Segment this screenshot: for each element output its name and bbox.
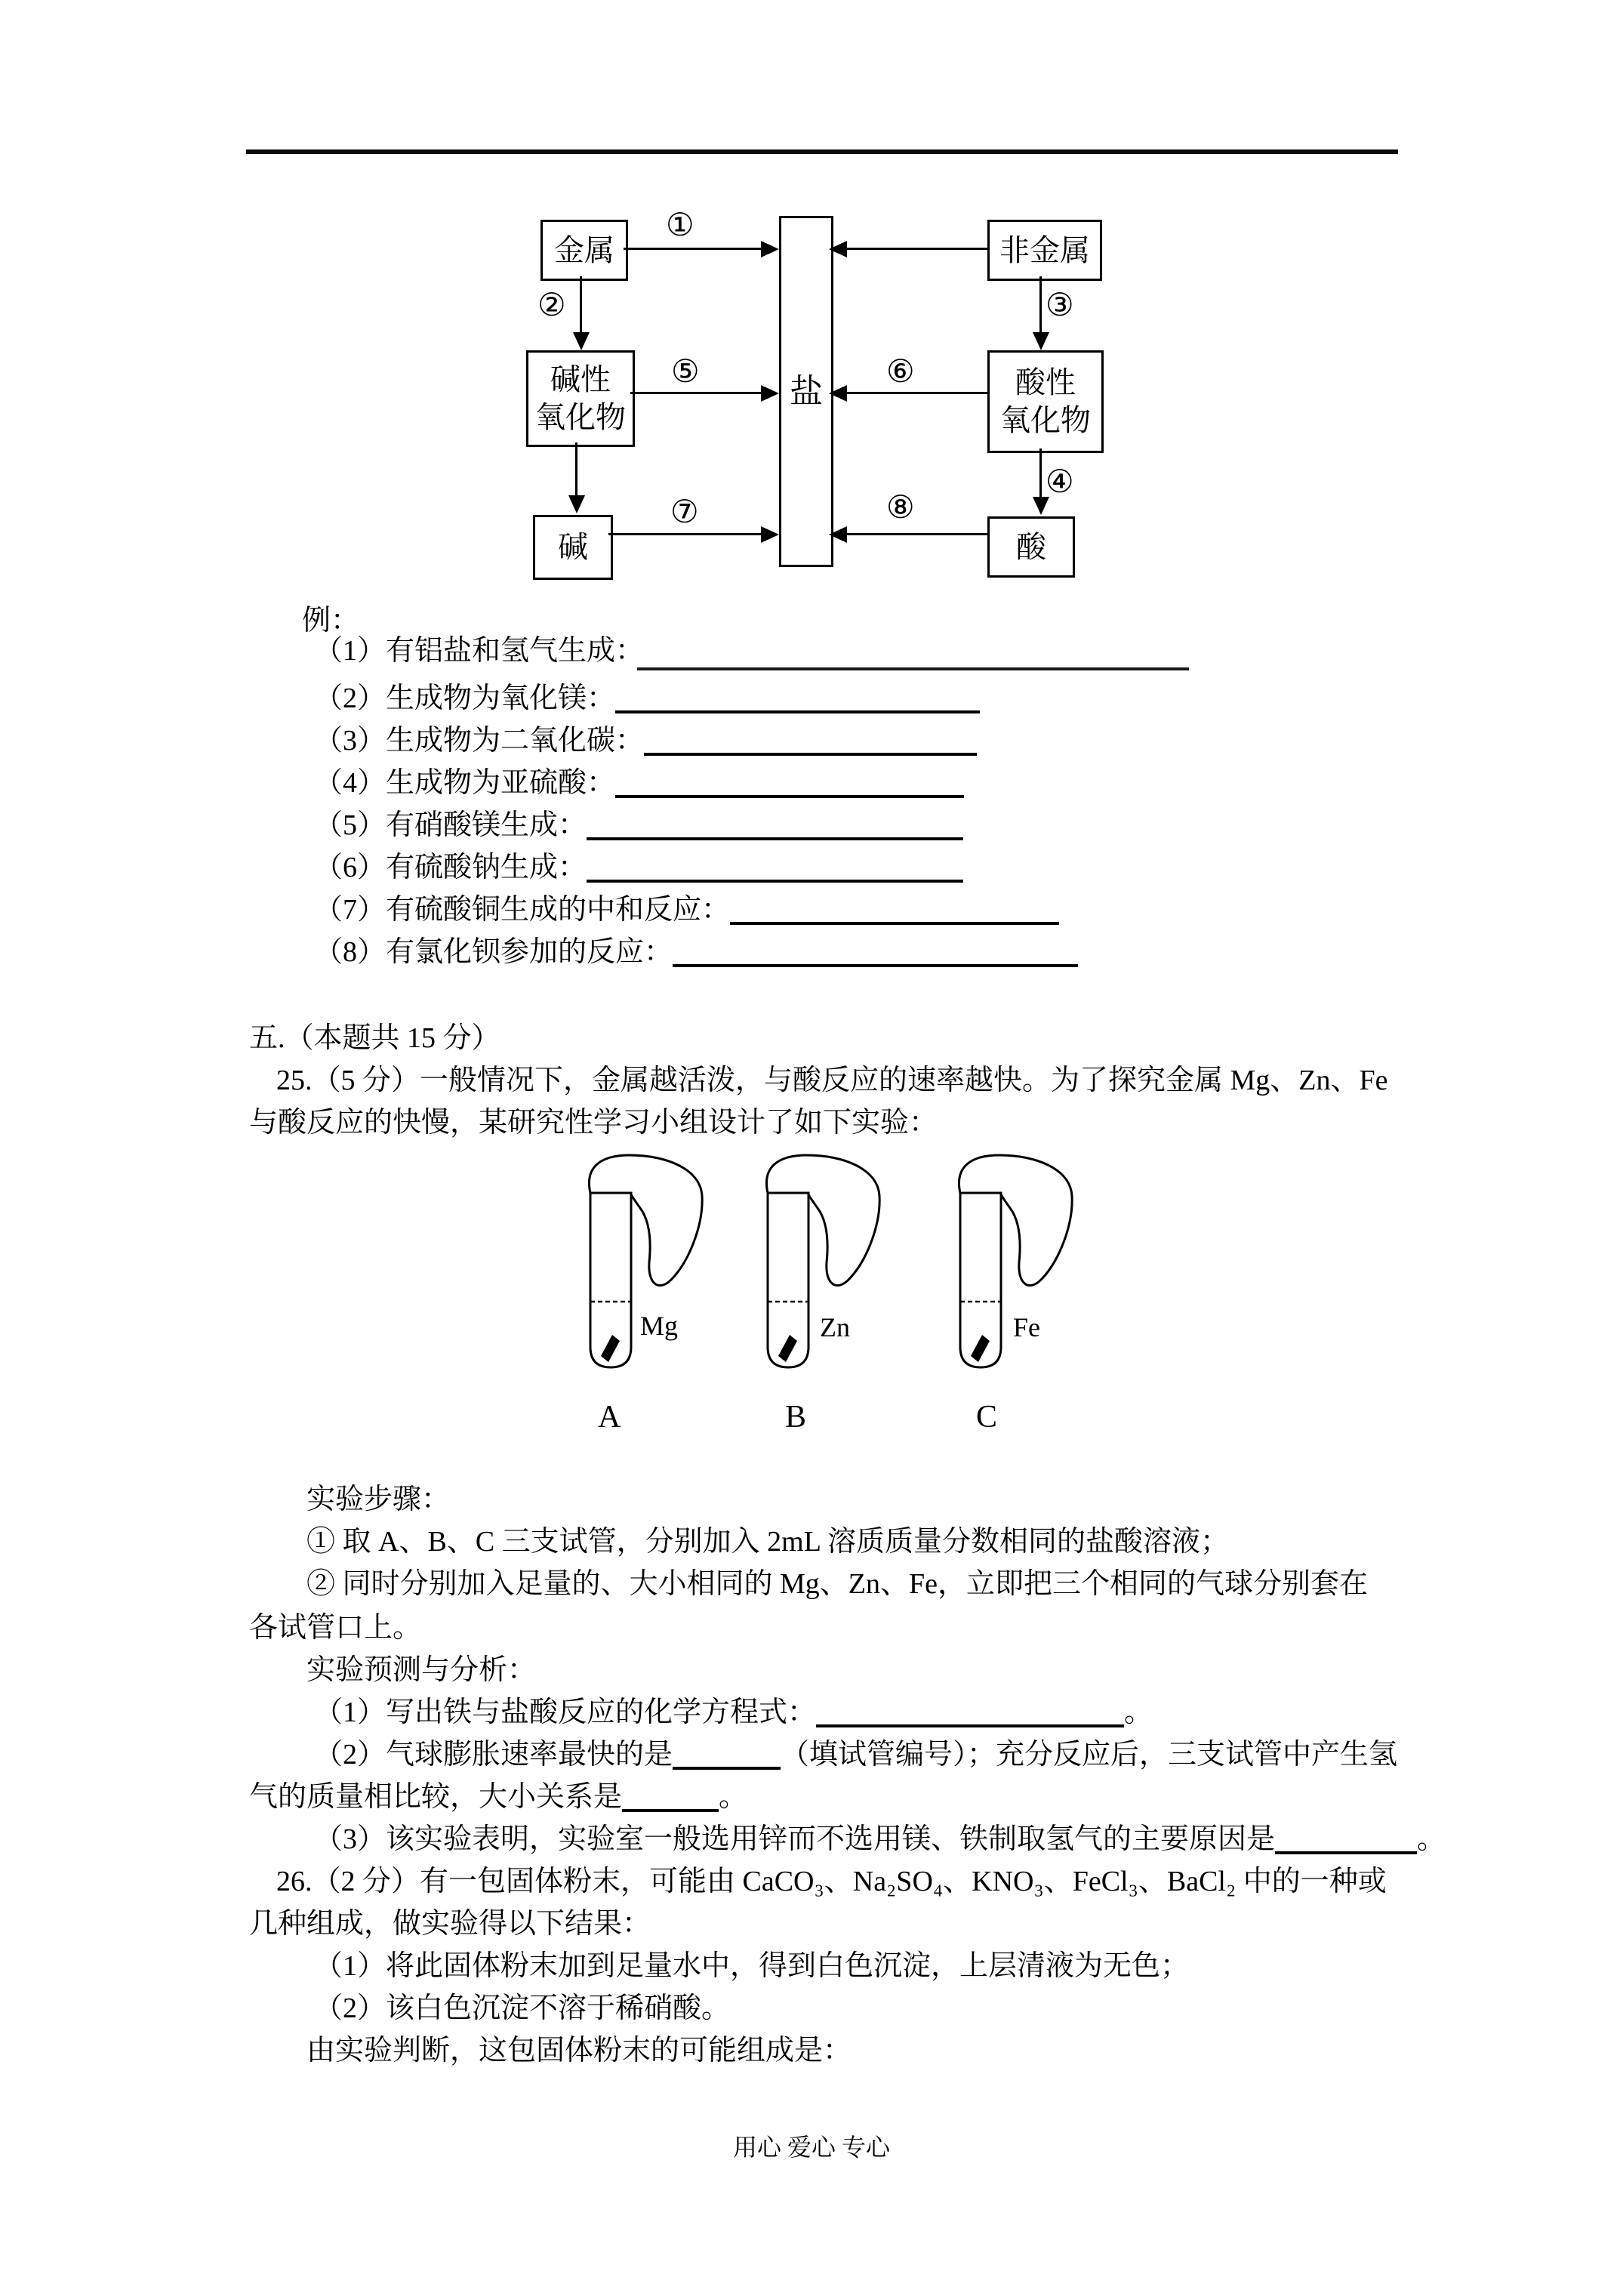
example-item-4-blank xyxy=(615,789,964,798)
tube-C-metal-piece xyxy=(971,1335,990,1362)
arrow-acidicoxide-to-acid xyxy=(1039,448,1042,498)
arrow-metal-to-salt xyxy=(624,248,762,250)
q25-question-3-text: （3）该实验表明，实验室一般选用锌而不选用镁、铁制取氢气的主要原因是 xyxy=(314,1823,1276,1855)
arrowhead-metal-to-basicoxide xyxy=(573,332,590,350)
example-item-6-blank xyxy=(587,874,963,883)
arrowhead-metal-to-salt xyxy=(761,241,779,257)
base-label: 碱 xyxy=(558,530,588,564)
arrow-label-1: ① xyxy=(666,206,694,243)
arrow-label-6: ⑥ xyxy=(886,353,915,390)
diagram-box-acidic-oxide xyxy=(987,350,1104,453)
q25-question-2-blank xyxy=(673,1761,781,1770)
q25-question-3-blank xyxy=(1275,1845,1417,1854)
tube-B-metal-label: Zn xyxy=(820,1312,850,1342)
arrow-base-to-salt xyxy=(608,533,762,535)
q25-step2-line2: 各试管口上。 xyxy=(249,1612,422,1644)
section5-heading: 五.（本题共 15 分） xyxy=(249,1022,500,1054)
diagram-box-basic-oxide xyxy=(526,350,635,447)
q25-analysis-title: 实验预测与分析： xyxy=(306,1654,537,1686)
arrowhead-base-to-salt xyxy=(761,526,779,543)
q26-intro-line1: 26.（2 分）有一包固体粉末，可能由 CaCO₃、Na₂SO₄、KNO₃、FeCl₃、BaCl₂ 中的一种或 xyxy=(276,1866,1387,1897)
acidic-oxide-label-line2: 氧化物 xyxy=(1000,403,1091,437)
test-tube-C-drawing xyxy=(951,1154,1091,1376)
q25-step2-line1: ② 同时分别加入足量的、大小相同的 Mg、Zn、Fe，立即把三个相同的气球分别套在 xyxy=(306,1568,1369,1600)
page-footer-motto: 用心 爱心 专心 xyxy=(732,2134,890,2161)
q25-question-2-line2-text: 气的质量相比较，大小关系是 xyxy=(249,1781,623,1813)
arrow-label-5: ⑤ xyxy=(671,353,700,390)
q25-intro-line1: 25.（5 分）一般情况下，金属越活泼，与酸反应的速率越快。为了探究金属 Mg、Zn、Fe xyxy=(276,1065,1388,1096)
arrow-acidicoxide-to-salt xyxy=(847,392,987,394)
example-item-3-blank xyxy=(644,747,977,756)
salt-label: 盐 xyxy=(790,372,823,410)
basic-oxide-label-line2: 氧化物 xyxy=(535,400,626,434)
tube-A-id-label: A xyxy=(598,1400,621,1435)
arrowhead-acid-to-salt xyxy=(829,526,847,543)
tube-C-id-label: C xyxy=(976,1400,998,1435)
example-item-2-blank xyxy=(615,704,980,713)
q26-observation-2: （2）该白色沉淀不溶于稀硝酸。 xyxy=(314,1992,731,2024)
q26-conclusion: 由实验判断，这包固体粉末的可能组成是： xyxy=(306,2035,852,2066)
example-item-2 xyxy=(314,680,980,717)
example-item-5-blank xyxy=(587,831,963,840)
example-item-5 xyxy=(314,807,963,843)
q25-question-2-line1 xyxy=(314,1737,1397,1773)
q25-steps-title: 实验步骤： xyxy=(306,1484,451,1515)
q26-observation-1: （1）将此固体粉末加到足量水中，得到白色沉淀，上层清液为无色； xyxy=(314,1950,1190,1982)
balloon-B xyxy=(766,1155,879,1286)
example-item-3 xyxy=(314,723,977,759)
tube-B-id-label: B xyxy=(785,1400,807,1435)
example-item-5-text: （5）有硝酸镁生成： xyxy=(314,809,587,841)
diagram-box-metal xyxy=(540,220,628,281)
nonmetal-label: 非金属 xyxy=(999,233,1090,267)
example-item-1-blank xyxy=(637,667,1189,670)
tube-C-metal-label: Fe xyxy=(1013,1312,1040,1342)
q25-question-2-line2-blank xyxy=(622,1803,719,1812)
tube-A-metal-label: Mg xyxy=(640,1311,679,1341)
example-item-8 xyxy=(314,934,1078,970)
example-item-7 xyxy=(314,892,1059,928)
arrow-metal-to-basicoxide xyxy=(580,276,582,334)
example-item-4 xyxy=(314,765,964,801)
example-item-7-text: （7）有硫酸铜生成的中和反应： xyxy=(314,894,731,926)
balloon-A xyxy=(589,1155,702,1286)
q25-question-2-line2-after: 。 xyxy=(719,1781,748,1813)
balloon-C xyxy=(959,1155,1072,1286)
example-item-8-blank xyxy=(673,958,1078,967)
arrow-label-7: ⑦ xyxy=(670,493,699,530)
header-rule xyxy=(246,149,1398,154)
q25-question-1-blank xyxy=(816,1718,1124,1727)
q25-step1: ① 取 A、B、C 三支试管，分别加入 2mL 溶质质量分数相同的盐酸溶液； xyxy=(306,1526,1229,1558)
arrow-label-2: ② xyxy=(537,286,566,323)
q25-question-1-text: （1）写出铁与盐酸反应的化学方程式： xyxy=(314,1697,817,1728)
q25-question-3 xyxy=(314,1821,1446,1857)
q25-intro-line2: 与酸反应的快慢，某研究性学习小组设计了如下实验： xyxy=(249,1107,938,1139)
arrow-nonmetal-to-salt xyxy=(847,248,987,250)
tube-B-metal-piece xyxy=(778,1335,797,1362)
acidic-oxide-label-line1: 酸性 xyxy=(1015,365,1076,399)
example-item-1-text: （1）有铝盐和氢气生成： xyxy=(314,635,645,667)
q25-question-2-text: （2）气球膨胀速率最快的是 xyxy=(314,1739,673,1771)
example-item-7-blank xyxy=(730,916,1059,925)
example-item-6-text: （6）有硫酸钠生成： xyxy=(314,852,587,883)
diagram-box-nonmetal xyxy=(987,220,1102,281)
test-tube-A-drawing xyxy=(581,1154,721,1376)
acid-label: 酸 xyxy=(1016,529,1046,564)
arrowhead-basicoxide-to-base xyxy=(568,495,585,513)
example-item-6 xyxy=(314,849,963,886)
arrowhead-basicoxide-to-salt xyxy=(761,385,779,402)
arrow-label-4: ④ xyxy=(1046,463,1074,500)
q26-intro-line2: 几种组成，做实验得以下结果： xyxy=(249,1908,651,1940)
arrow-label-8: ⑧ xyxy=(886,488,915,525)
arrow-label-3: ③ xyxy=(1046,286,1074,323)
arrowhead-nonmetal-to-acidicoxide xyxy=(1033,332,1049,350)
example-item-4-text: （4）生成物为亚硫酸： xyxy=(314,767,616,799)
example-item-8-text: （8）有氯化钡参加的反应： xyxy=(314,936,673,968)
arrowhead-acidicoxide-to-salt xyxy=(829,385,847,402)
diagram-box-salt xyxy=(779,216,833,567)
metal-label: 金属 xyxy=(554,233,614,267)
examples-title: 例： xyxy=(302,605,360,636)
arrow-basicoxide-to-salt xyxy=(630,392,762,394)
arrow-nonmetal-to-acidicoxide xyxy=(1039,276,1042,334)
basic-oxide-label-line1: 碱性 xyxy=(550,362,611,396)
arrow-basicoxide-to-base xyxy=(575,442,577,497)
diagram-box-base xyxy=(533,515,613,580)
example-item-2-text: （2）生成物为氧化镁： xyxy=(314,683,616,714)
q25-question-1 xyxy=(314,1694,1153,1730)
arrowhead-nonmetal-to-salt xyxy=(829,241,847,257)
diagram-box-acid xyxy=(987,516,1075,578)
q25-question-3-after: 。 xyxy=(1417,1823,1446,1855)
test-tube-B-drawing xyxy=(759,1154,898,1376)
example-item-1 xyxy=(314,633,644,669)
q25-question-2-line2 xyxy=(249,1779,747,1815)
arrow-acid-to-salt xyxy=(847,533,987,535)
tube-A-metal-piece xyxy=(601,1335,620,1362)
q25-question-2-after: （填试管编号）；充分反应后，三支试管中产生氢 xyxy=(781,1739,1398,1771)
example-item-3-text: （3）生成物为二氧化碳： xyxy=(314,725,645,757)
q25-question-1-after: 。 xyxy=(1124,1697,1153,1728)
